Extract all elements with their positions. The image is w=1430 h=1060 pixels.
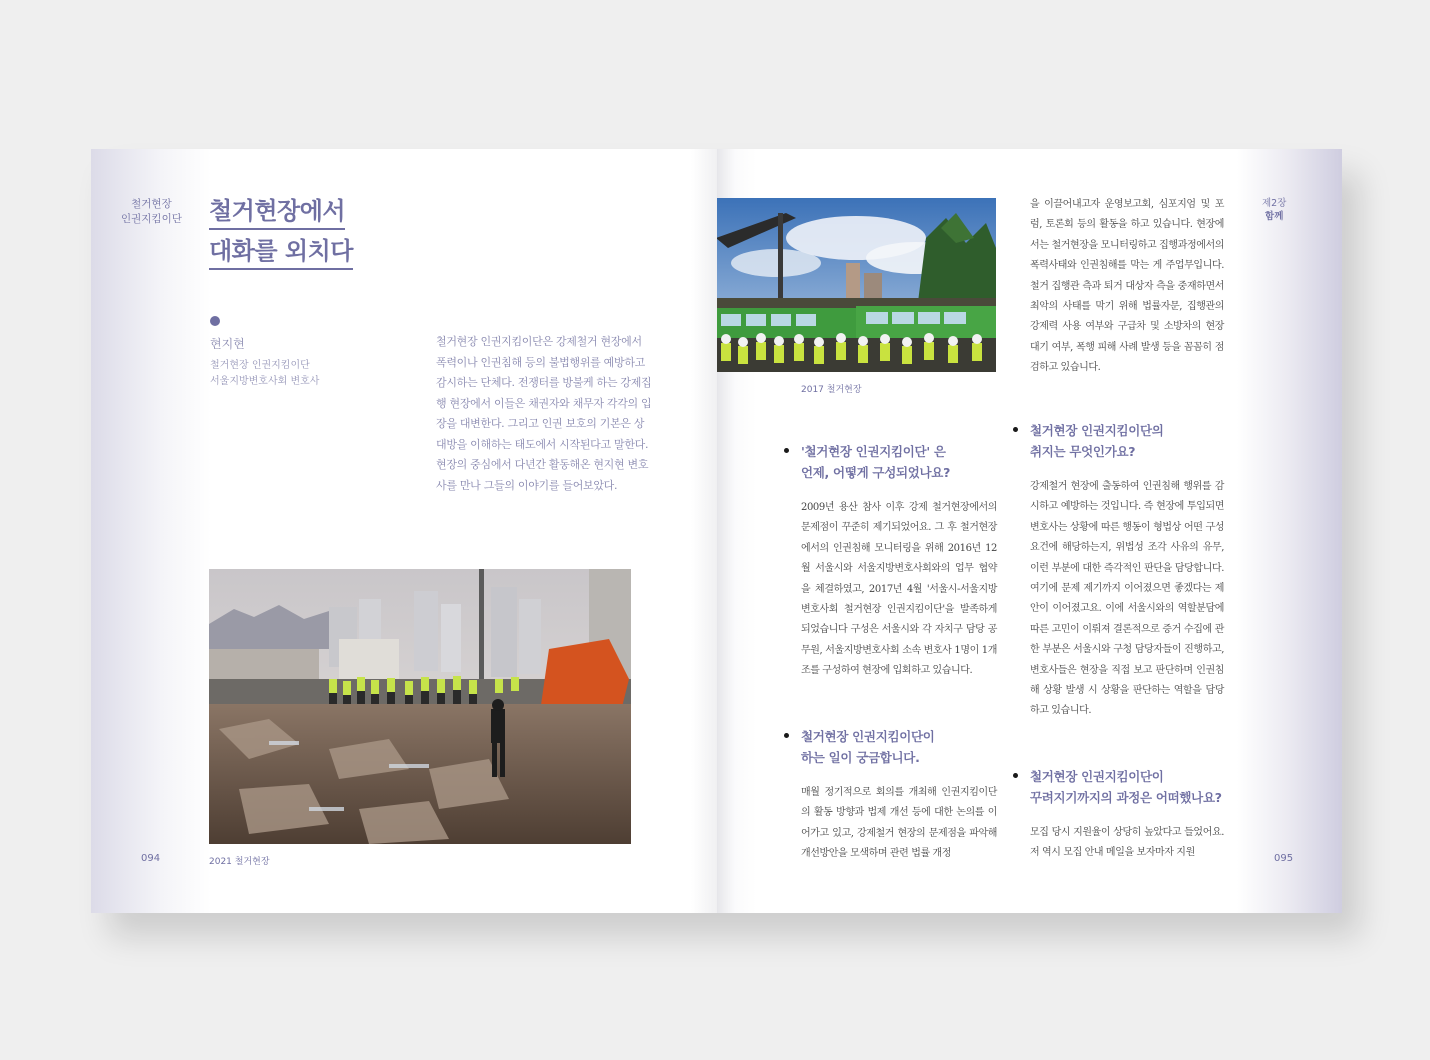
photo-caption: 2017 철거현장: [801, 385, 862, 395]
protest-site-photo: [717, 198, 996, 372]
question-heading: '철거현장 인권지킴이단' 은 언제, 어떻게 구성되었나요?: [801, 441, 997, 483]
question-block: [801, 726, 997, 865]
question-block: [801, 441, 997, 682]
question-heading: 철거현장 인권지킴이단의 취지는 무엇인가요?: [1030, 420, 1224, 462]
bullet-dot: [210, 316, 220, 326]
question-heading: 철거현장 인권지킴이단이 꾸려지기까지의 과정은 어떠했나요?: [1030, 766, 1224, 808]
author-name: 현지현: [210, 337, 245, 351]
right-page: [717, 149, 1342, 913]
page-number: 095: [1274, 853, 1294, 864]
page-title: 철거현장에서 대화를 외치다: [209, 191, 353, 271]
photo-caption: 2021 철거현장: [209, 857, 270, 867]
answer-paragraph: 2009년 용산 참사 이후 강제 철거현장에서의 문제점이 꾸준히 제기되었어요. 그 후 철거현장에서의 인권침해 모니터링을 위해 2016년 12월 서울시와 서울지방변호사회와의 업무 협약을 체결하였고, 2017년 4월 '서울시-서울지방변호사회 철거현장 인권지킴이단'을 발족하게 되었습니다 구성은 서울시와 각 자치구 담당 공무원, 서울지방변호사회 소속 변호사 1명이 1개조를 구성하여 현장에 입회하고 있습니다.: [801, 502, 997, 677]
answer-paragraph: 모집 당시 지원율이 상당히 높았다고 들었어요. 저 역시 모집 안내 메일을 보자마자 지원: [1030, 827, 1224, 859]
demolition-site-photo: [209, 569, 631, 844]
protest-site-illustration: [717, 198, 996, 372]
page-number: 094: [141, 853, 161, 864]
bullet-dot: [1013, 773, 1018, 778]
chapter-label: 제2장 함께: [1262, 198, 1287, 222]
section-label: 철거현장 인권지킴이단: [121, 198, 182, 225]
author-role: 철거현장 인권지킴이단 서울지방변호사회 변호사: [210, 360, 320, 387]
bullet-dot: [1013, 427, 1018, 432]
bullet-dot: [784, 448, 789, 453]
demolition-site-illustration: [209, 569, 631, 844]
left-page: [91, 149, 717, 913]
continued-paragraph: 을 이끌어내고자 운영보고회, 심포지엄 및 포럼, 토론회 등의 활동을 하고 있습니다. 현장에서는 철거현장을 모니터링하고 집행과정에서의 폭력사태와 인권침해를 막는 게 주업무입니다. 철거 집행관 측과 퇴거 대상자 측을 중재하면서 최악의 사태를 막기 위해 법률자문, 집행관의 강제력 사용 여부와 구급차 및 소방차의 현장 대기 여부, 폭행 피해 사례 발생 등을 꼼꼼히 점검하고 있습니다.: [1030, 199, 1224, 374]
question-block: [1030, 420, 1224, 722]
answer-paragraph: 매월 정기적으로 회의를 개최해 인권지킴이단의 활동 방향과 법제 개선 등에 대한 논의를 이어가고 있고, 강제철거 현장의 문제점을 파악해 개선방안을 모색하며 관련 법률 개정: [801, 787, 997, 860]
book-spread: [91, 149, 1342, 913]
question-heading: 철거현장 인권지킴이단이 하는 일이 궁금합니다.: [801, 726, 997, 768]
bullet-dot: [784, 733, 789, 738]
question-block: [1030, 766, 1224, 864]
intro-paragraph: 철거현장 인권지킴이단은 강제철거 현장에서 폭력이나 인권침해 등의 불법행위를 예방하고 감시하는 단체다. 전쟁터를 방불케 하는 강제집행 현장에서 이들은 채권자와 채무자 각각의 입장을 대변한다. 그리고 인권 보호의 기본은 상대방을 이해하는 태도에서 시작된다고 말한다. 현장의 중심에서 다년간 활동해온 현지현 변호사를 만나 그들의 이야기를 들어보았다.: [436, 335, 652, 492]
answer-paragraph: 강제철거 현장에 출동하여 인권침해 행위를 감시하고 예방하는 것입니다. 즉 현장에 투입되면 변호사는 상황에 따른 행동이 형법상 어떤 구성요건에 해당하는지, 위법성 조각 사유의 유무, 이런 부분에 대한 즉각적인 판단을 담당합니다. 여기에 문제 제기까지 이어졌으면 좋겠다는 제안이 이어졌고요. 이에 서울시와의 역할분담에 따른 고민이 이뤄져 결론적으로 증거 수집에 관한 부분은 서울시와 구청 담당자들이 진행하고, 변호사들은 현장을 직접 보고 판단하며 인권침해 상황 발생 시 상황을 판단하는 역할을 담당하고 있습니다.: [1030, 481, 1224, 717]
